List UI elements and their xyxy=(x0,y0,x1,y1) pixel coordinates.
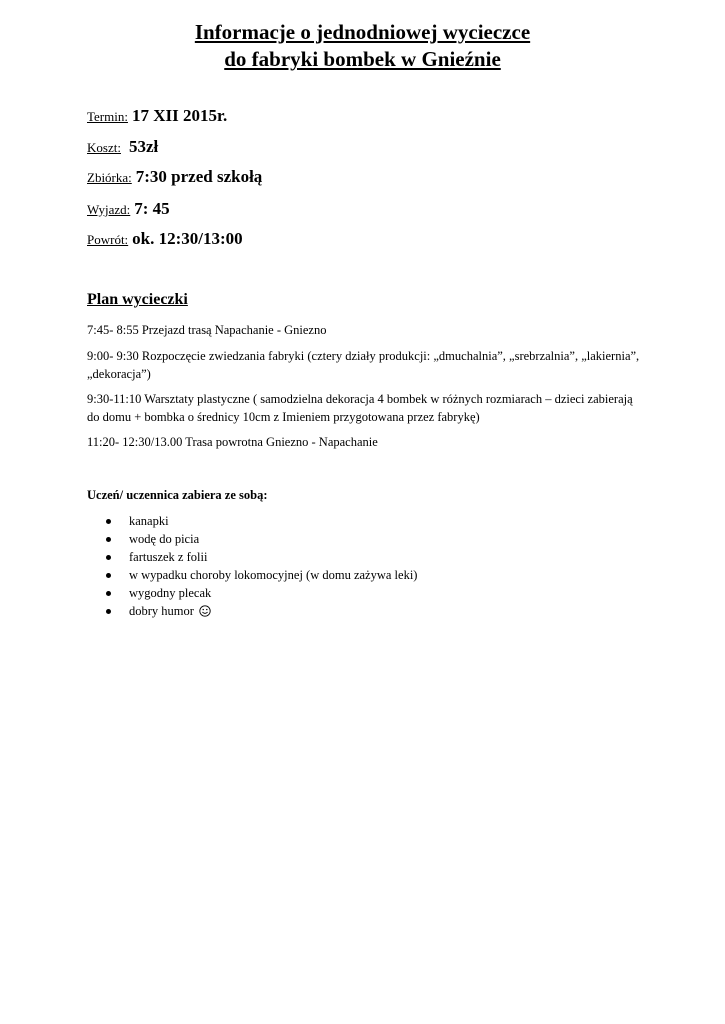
info-row-date xyxy=(87,105,227,128)
plan-title: Plan wycieczki xyxy=(87,291,188,308)
plan-item: 7:45- 8:55 Przejazd trasą Napachanie - Gniezno xyxy=(87,323,327,337)
bullet-icon xyxy=(106,609,111,614)
list-item xyxy=(87,512,417,530)
bullet-icon xyxy=(106,591,111,596)
info-row-return xyxy=(87,228,243,251)
bullet-icon xyxy=(106,519,111,524)
info-label: Zbiórka: xyxy=(87,170,132,185)
smiley-icon xyxy=(199,605,211,617)
bullet-icon xyxy=(106,573,111,578)
list-item-label: wodę do picia xyxy=(129,532,200,546)
bullet-icon xyxy=(106,555,111,560)
list-item-label: kanapki xyxy=(129,514,169,528)
plan-item: 9:30-11:10 Warsztaty plastyczne ( samodzielna dekoracja 4 bombek w różnych rozmiarach – dzieci zabierają do domu + bombka o średnicy 10cm z Imieniem przygotowana przez fabrykę) xyxy=(87,392,633,424)
info-value: 7:30 przed szkołą xyxy=(135,167,263,186)
bullet-icon xyxy=(106,537,111,542)
list-item xyxy=(87,584,417,602)
info-value: 17 XII 2015r. xyxy=(131,106,228,125)
info-row-meeting xyxy=(87,166,262,189)
list-item-label: wygodny plecak xyxy=(129,586,212,600)
list-item xyxy=(87,530,417,548)
list-item xyxy=(87,566,417,584)
info-value: 7: 45 xyxy=(134,199,170,218)
info-row-departure xyxy=(87,198,170,221)
info-label: Powrót: xyxy=(87,232,129,247)
info-label: Koszt: xyxy=(87,140,121,155)
list-item xyxy=(87,548,417,566)
list-item-label: fartuszek z folii xyxy=(129,550,208,564)
document-title-line-1: Informacje o jednodniowej wycieczce xyxy=(194,20,531,44)
info-value: 53zł xyxy=(128,137,159,156)
info-label: Wyjazd: xyxy=(87,202,131,217)
bring-list xyxy=(87,512,417,620)
info-value: ok. 12:30/13:00 xyxy=(132,229,243,248)
list-item-label: dobry humor xyxy=(129,604,194,618)
info-row-cost xyxy=(87,136,158,159)
list-item-label: w wypadku choroby lokomocyjnej (w domu zażywa leki) xyxy=(129,568,418,582)
list-item xyxy=(87,602,417,620)
bring-list-title: Uczeń/ uczennica zabiera ze sobą: xyxy=(87,488,268,502)
info-label: Termin: xyxy=(87,109,128,124)
plan-item: 11:20- 12:30/13.00 Trasa powrotna Gniezno - Napachanie xyxy=(87,435,378,449)
plan-item: 9:00- 9:30 Rozpoczęcie zwiedzania fabryki (cztery działy produkcji: „dmuchalnia”, „srebrzalnia”, „lakiernia”, „dekoracja”) xyxy=(87,349,640,381)
document-title-line-2: do fabryki bombek w Gnieźnie xyxy=(224,47,501,71)
